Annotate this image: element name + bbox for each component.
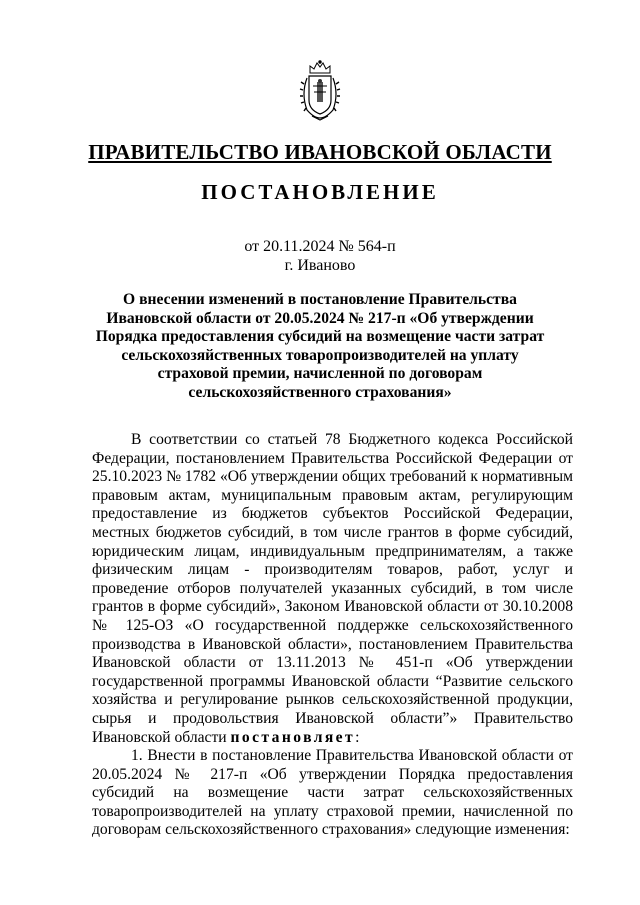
item-1-paragraph: 1. Внести в постановление Правительства Ивановской области от 20.05.2024 № 217-п «Об утверждении Порядка предоставления субсидий на возмещение части затрат сельскохозяйственных товаропроизводителей на уплату страховой премии, начисленной по договорам сельскохозяйственного страхования» следующие изменения: [92,747,573,839]
ivanovo-coat-of-arms-icon [298,60,342,122]
preamble-paragraph [92,431,573,747]
document-city: г. Иваново [284,257,356,274]
document-title: О внесении изменений в постановление Правительства Ивановской области от 20.05.2024 № 217-п «Об утверждении Порядка предоставления субсидий на возмещение части затрат сельскохозяйственных товаропроизводителей на уплату страховой премии, начисленной по договорам сельскохозяйственного страхования» [95,291,545,401]
document-body [92,431,573,840]
decree-colon: : [355,728,360,746]
decree-word: постановляет [230,728,356,746]
document-date-number: от 20.11.2024 № 564-п [244,238,396,255]
document-type: ПОСТАНОВЛЕНИЕ [201,180,439,204]
preamble-text: В соответствии со статьей 78 Бюджетного кодекса Российской Федерации, постановлением Правительства Российской Федерации от 25.10.2023 № 1782 «Об утверждении общих требований к нормативным правовым актам, муниципальным правовым актам, регулирующим предоставление из бюджетов субъектов Российской Федерации, местных бюджетов субсидий, в том числе грантов в форме субсидий, юридическим лицам, индивидуальным предпринимателям, а также физическим лицам - производителям товаров, работ, услуг и проведение отборов получателей указанных субсидий, в том числе грантов в форме субсидий», Законом Ивановской области от 30.10.2008 № 125-ОЗ «О государственной поддержке сельскохозяйственного производства в Ивановской области», постановлением Правительства Ивановской области от 13.11.2013 № 451-п «Об утверждении государственной программы Ивановской области “Развитие сельского хозяйства и регулирование рынков сельскохозяйственной продукции, сырья и продовольствия Ивановской области”» Правительство Ивановской области [92,431,573,746]
government-name: ПРАВИТЕЛЬСТВО ИВАНОВСКОЙ ОБЛАСТИ [88,140,552,164]
